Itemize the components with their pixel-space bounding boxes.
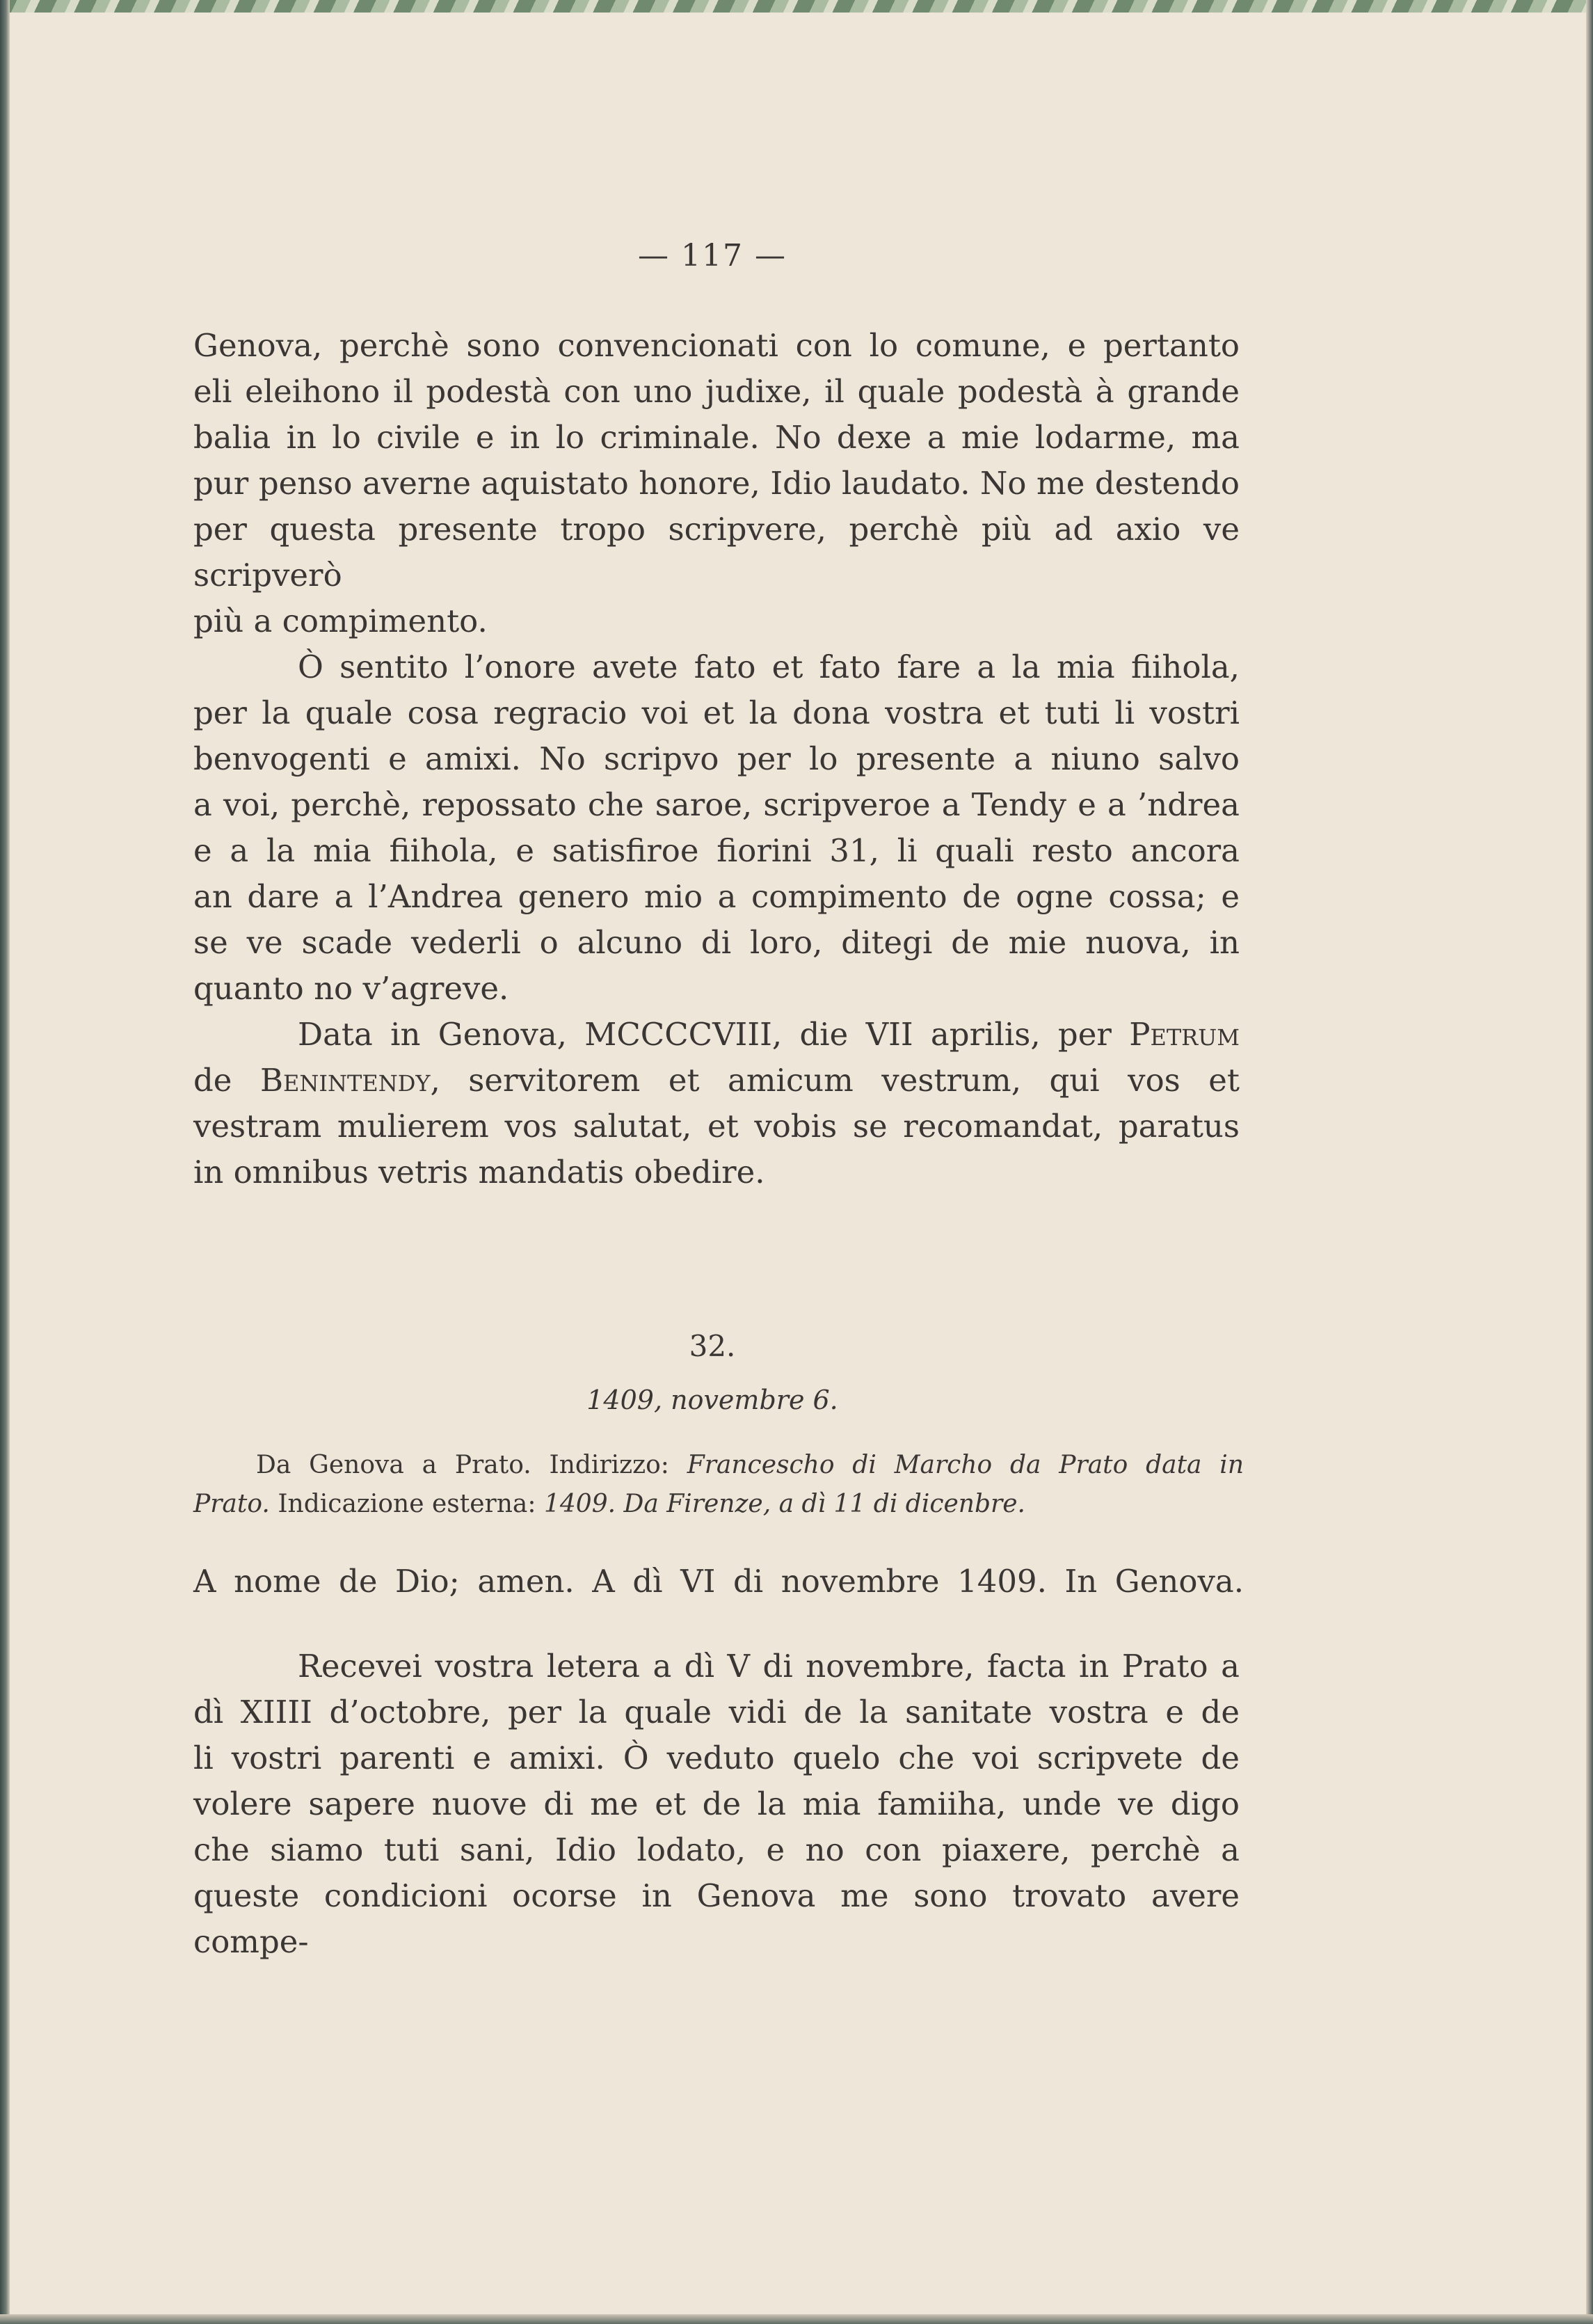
text-line: li vostri parenti e amixi. Ò veduto quelo che voi scripvete de <box>193 1740 1240 1776</box>
text-line: più a compimento. <box>193 603 488 639</box>
text-line: che siamo tuti sani, Idio lodato, e no con piaxere, perchè a <box>193 1831 1240 1868</box>
page-edge-top <box>0 0 1593 13</box>
text-line: dì XIIII d’octobre, per la quale vidi de la sanitate vostra e de <box>193 1694 1240 1730</box>
letter-salutation: A nome de Dio; amen. A dì VI di novembre 1409. In Genova. <box>193 1563 1244 1600</box>
closing-line: in omnibus vetris mandatis obedire. <box>193 1154 765 1191</box>
text-line: se ve scade vederli o alcuno di loro, ditegi de mie nuova, in <box>193 924 1240 961</box>
note-text: Da Genova a Prato. Indirizzo: <box>256 1451 669 1479</box>
text-line: e a la mia fiihola, e satisfiroe fiorini 31, li quali resto ancora <box>193 832 1240 869</box>
closing-line <box>193 1012 1240 1058</box>
note-text: Indicazione esterna: <box>278 1490 536 1518</box>
address-text: Francescho di Marcho da Prato data in <box>687 1451 1244 1479</box>
text-line: balia in lo civile e in lo criminale. No dexe a mie lodarme, ma <box>193 419 1240 456</box>
letter-number: 32. <box>689 1329 736 1363</box>
note-line <box>193 1485 1244 1524</box>
page-edge-right <box>1586 0 1593 2324</box>
editorial-note <box>193 1446 1244 1524</box>
sender-first-name: Petrum <box>1129 1016 1240 1053</box>
external-indication: 1409. Da Firenze, a dì 11 di dicenbre. <box>543 1490 1025 1518</box>
closing-text: Data in Genova, MCCCCVIII, die VII aprilis, per <box>298 1016 1112 1053</box>
text-line: pur penso averne aquistato honore, Idio laudato. No me destendo <box>193 465 1240 502</box>
text-line: Recevei vostra letera a dì V di novembre, facta in Prato a <box>298 1648 1240 1685</box>
text-line: queste condicioni ocorse in Genova me sono trovato avere compe- <box>193 1877 1240 1960</box>
text-line: benvogenti e amixi. No scripvo per lo presente a niuno salvo <box>193 740 1240 777</box>
page-number: — 117 — <box>638 238 787 273</box>
closing-text: , servitorem et amicum vestrum, qui vos et <box>430 1062 1240 1099</box>
closing-line: vestram mulierem vos salutat, et vobis se recomandat, paratus <box>193 1108 1240 1145</box>
page-edge-bottom <box>0 2314 1593 2324</box>
text-line: volere sapere nuove di me et de la mia famiiha, unde ve digo <box>193 1785 1240 1822</box>
letter-date-rest: , novembre 6. <box>653 1385 838 1415</box>
text-line: an dare a l’Andrea genero mio a compimento de ogne cossa; e <box>193 878 1240 915</box>
text-line: per la quale cosa regracio voi et la dona vostra et tuti li vostri <box>193 694 1240 731</box>
letter-date-year: 1409 <box>586 1385 654 1415</box>
text-line: per questa presente tropo scripvere, perchè più ad axio ve scripverò <box>193 511 1240 594</box>
text-line: Genova, perchè sono convencionati con lo comune, e pertanto <box>193 327 1240 364</box>
text-line: a voi, perchè, repossato che saroe, scripveroe a Tendy e a ’ndrea <box>193 786 1240 823</box>
closing-text: de <box>193 1062 232 1099</box>
address-text: Prato. <box>193 1490 270 1518</box>
letter-body <box>193 1643 1240 1965</box>
note-line <box>193 1446 1244 1485</box>
text-line: Ò sentito l’onore avete fato et fato fare a la mia fiihola, <box>298 648 1240 685</box>
letter-date <box>0 1385 1425 1415</box>
continuation-paragraph <box>193 323 1240 1195</box>
sender-surname: Benintendy <box>259 1062 431 1099</box>
text-line: eli eleihono il podestà con uno judixe, il quale podestà à grande <box>193 373 1240 410</box>
closing-line <box>193 1058 1240 1104</box>
page-edge-left <box>0 0 10 2324</box>
text-line: quanto no v’agreve. <box>193 970 509 1007</box>
